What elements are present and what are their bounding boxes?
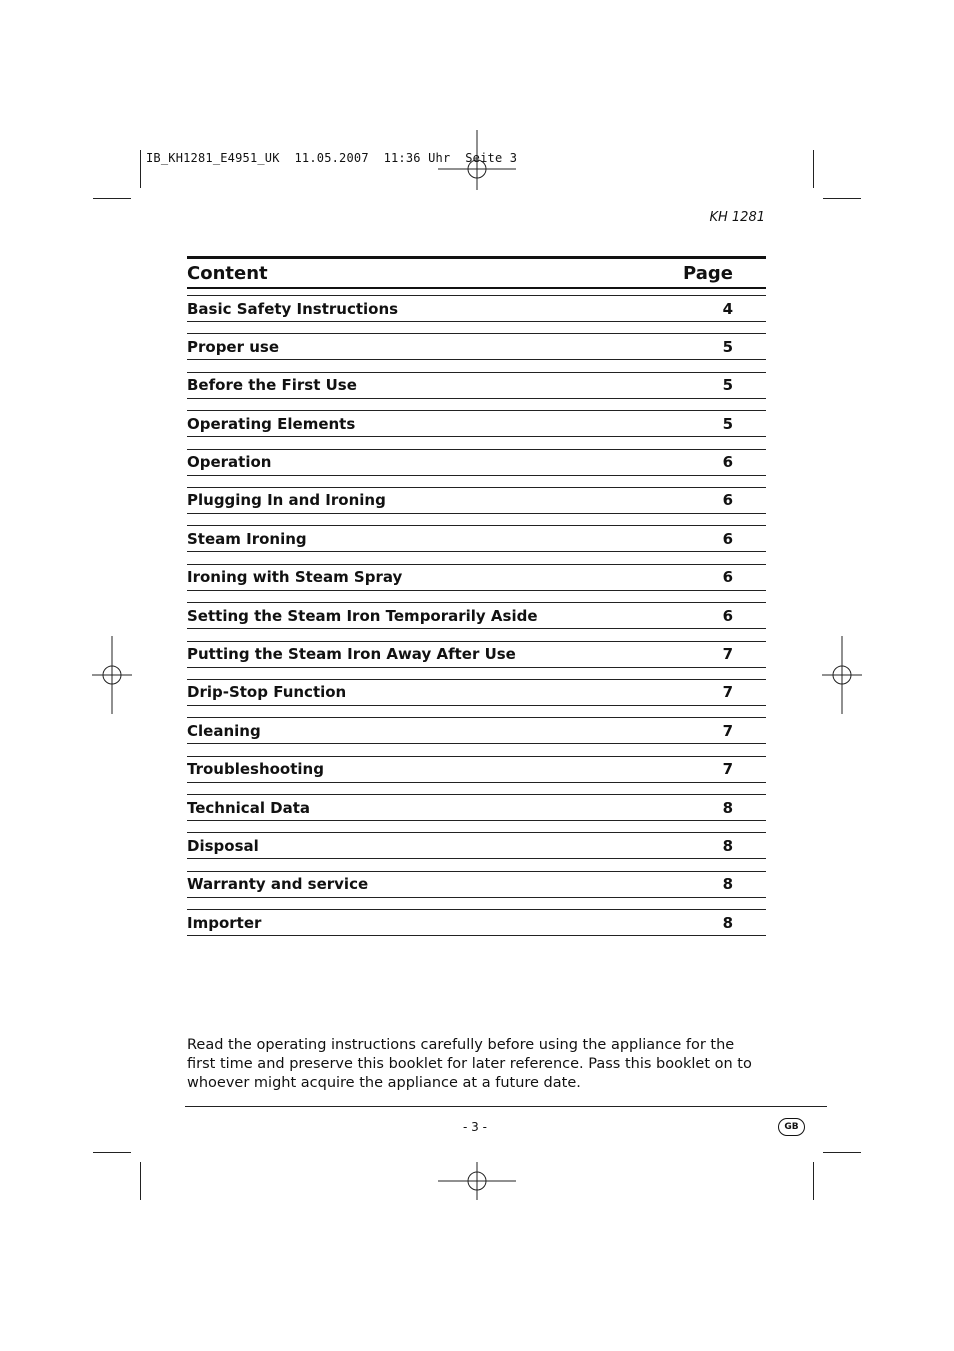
toc-row xyxy=(187,717,766,744)
toc-entry-page: 5 xyxy=(722,414,733,433)
toc-row xyxy=(187,602,766,629)
toc-row xyxy=(187,871,766,898)
toc-row xyxy=(187,449,766,476)
toc-entry-title: Basic Safety Instructions xyxy=(187,299,399,318)
crop-mark-bottom-right-horizontal xyxy=(823,1152,861,1153)
toc-row xyxy=(187,295,766,322)
toc-entry-page: 8 xyxy=(722,836,733,855)
toc-row xyxy=(187,756,766,783)
crop-mark-top-right-vertical xyxy=(813,150,814,188)
toc-row xyxy=(187,525,766,552)
footer-rule xyxy=(185,1106,827,1107)
toc-list xyxy=(187,295,766,936)
toc-row xyxy=(187,410,766,437)
toc-entry-title: Operation xyxy=(187,453,272,472)
toc-entry-title: Setting the Steam Iron Temporarily Aside xyxy=(187,606,538,625)
toc-entry-page: 5 xyxy=(722,376,733,395)
toc-entry-page: 6 xyxy=(722,568,733,587)
toc-row xyxy=(187,832,766,859)
toc-entry-page: 8 xyxy=(722,875,733,894)
toc-row xyxy=(187,372,766,399)
toc-entry-page: 6 xyxy=(722,529,733,548)
table-of-contents xyxy=(187,256,766,948)
print-slug: IB_KH1281_E4951_UK 11.05.2007 11:36 Uhr Seite 3 xyxy=(146,151,518,165)
toc-entry-title: Plugging In and Ironing xyxy=(187,491,386,510)
toc-entry-title: Troubleshooting xyxy=(187,760,324,779)
toc-heading: Content xyxy=(187,262,268,284)
toc-entry-page: 5 xyxy=(722,337,733,356)
toc-entry-title: Putting the Steam Iron Away After Use xyxy=(187,645,516,664)
crop-mark-top-right-horizontal xyxy=(823,198,861,199)
registration-mark-right xyxy=(822,636,862,714)
toc-entry-page: 4 xyxy=(722,299,733,318)
toc-entry-page: 6 xyxy=(722,606,733,625)
toc-row xyxy=(187,794,766,821)
registration-mark-left xyxy=(92,636,132,714)
toc-entry-title: Warranty and service xyxy=(187,875,369,894)
crop-mark-top-left-horizontal xyxy=(93,198,131,199)
crop-mark-bottom-left-horizontal xyxy=(93,1152,131,1153)
toc-entry-title: Steam Ironing xyxy=(187,529,307,548)
toc-entry-page: 7 xyxy=(722,760,733,779)
language-badge: GB xyxy=(778,1118,805,1136)
toc-entry-page: 7 xyxy=(722,645,733,664)
toc-header xyxy=(187,256,766,289)
toc-entry-page: 6 xyxy=(722,453,733,472)
model-number: KH 1281 xyxy=(709,210,765,225)
toc-row xyxy=(187,641,766,668)
toc-entry-title: Cleaning xyxy=(187,721,261,740)
toc-entry-page: 7 xyxy=(722,721,733,740)
toc-row xyxy=(187,679,766,706)
toc-row xyxy=(187,333,766,360)
crop-mark-bottom-left-vertical xyxy=(140,1162,141,1200)
crop-mark-top-left-vertical xyxy=(140,150,141,188)
toc-entry-title: Ironing with Steam Spray xyxy=(187,568,403,587)
toc-entry-page: 7 xyxy=(722,683,733,702)
toc-entry-page: 6 xyxy=(722,491,733,510)
registration-mark-bottom xyxy=(438,1162,516,1200)
crop-mark-bottom-right-vertical xyxy=(813,1162,814,1200)
toc-row xyxy=(187,909,766,936)
toc-row xyxy=(187,564,766,591)
toc-entry-title: Operating Elements xyxy=(187,414,356,433)
toc-entry-title: Before the First Use xyxy=(187,376,357,395)
toc-entry-title: Proper use xyxy=(187,337,280,356)
toc-entry-title: Drip-Stop Function xyxy=(187,683,347,702)
page-number: - 3 - xyxy=(463,1120,487,1134)
toc-entry-title: Importer xyxy=(187,913,262,932)
toc-page-heading: Page xyxy=(683,262,733,284)
toc-entry-title: Technical Data xyxy=(187,798,311,817)
toc-entry-title: Disposal xyxy=(187,836,259,855)
toc-entry-page: 8 xyxy=(722,913,733,932)
toc-entry-page: 8 xyxy=(722,798,733,817)
intro-paragraph: Read the operating instructions carefully before using the appliance for the first time and preserve this booklet for later reference. Pass this booklet on to whoever might acquire the appliance at a future date. xyxy=(187,1037,752,1091)
toc-row xyxy=(187,487,766,514)
